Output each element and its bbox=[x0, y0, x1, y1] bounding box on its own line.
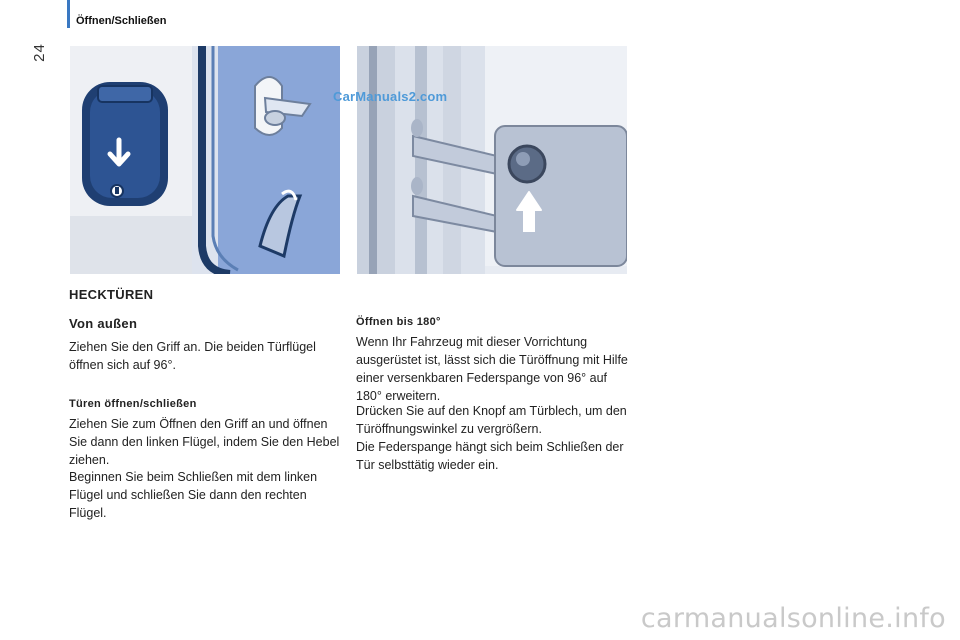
right-paragraph-button: Drücken Sie auf den Knopf am Türblech, um den Türöffnungswinkel zu vergrößern. bbox=[356, 404, 627, 436]
page-number: 24 bbox=[30, 43, 48, 62]
watermark-bottom: carmanualsonline.info bbox=[640, 603, 946, 634]
section-title: Öffnen/Schließen bbox=[76, 15, 167, 27]
right-paragraph-return: Die Federspange hängt sich beim Schließen der Tür selbsttätig wieder ein. bbox=[356, 440, 624, 472]
door-handle-illustration bbox=[70, 46, 340, 274]
right-paragraph-intro: Wenn Ihr Fahrzeug mit dieser Vorrichtung ausgerüstet ist, lässt sich die Türöffnung mit Hilfe einer versenkbaren Federspange von 96° auf 180° erweitern. bbox=[356, 335, 628, 403]
left-paragraph-open: Ziehen Sie zum Öffnen den Griff an und öffnen Sie dann den linken Flügel, indem Sie den Hebel ziehen. bbox=[69, 417, 340, 467]
left-paragraph-close: Beginnen Sie beim Schließen mit dem linken Flügel und schließen Sie dann den rechten Flügel. bbox=[69, 470, 318, 520]
header-accent-rule bbox=[67, 0, 70, 28]
sub-heading: Von außen bbox=[69, 316, 138, 331]
left-intro-paragraph: Ziehen Sie den Griff an. Die beiden Türflügel öffnen sich auf 96°. bbox=[69, 340, 316, 372]
watermark-top: CarManuals2.com bbox=[333, 89, 448, 104]
right-subheading: Öffnen bis 180° bbox=[356, 316, 441, 328]
left-subheading: Türen öffnen/schließen bbox=[69, 398, 197, 410]
main-heading: HECKTÜREN bbox=[69, 287, 154, 302]
hinge-button-illustration bbox=[357, 46, 627, 274]
